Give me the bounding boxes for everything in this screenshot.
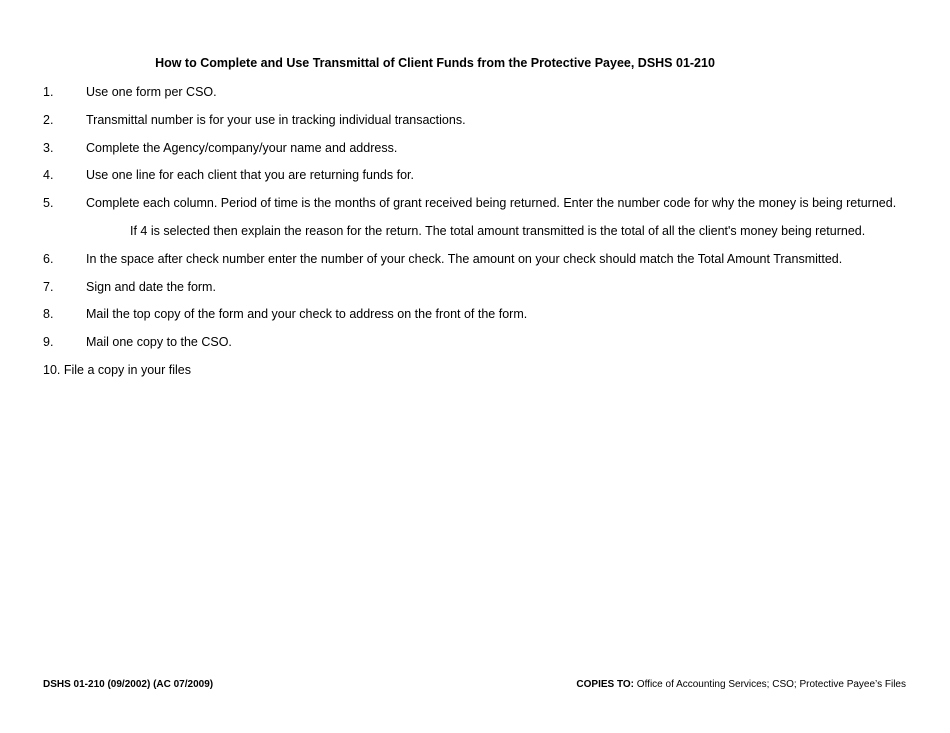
item-number: 5. <box>43 196 54 210</box>
item-number: 3. <box>43 141 54 155</box>
item-number: 7. <box>43 280 54 294</box>
item-text: Mail one copy to the CSO. <box>86 335 232 349</box>
list-item-8 <box>43 307 527 321</box>
item-text: Use one form per CSO. <box>86 85 217 99</box>
list-item-2 <box>43 113 466 127</box>
list-item-4 <box>43 168 414 182</box>
form-id: DSHS 01-210 (09/2002) (AC 07/2009) <box>43 679 214 690</box>
copies-to-value: Office of Accounting Services; CSO; Protective Payee’s Files <box>636 679 906 690</box>
item-number: 2. <box>43 113 54 127</box>
list-item-7 <box>43 280 216 294</box>
item-text: Mail the top copy of the form and your check to address on the front of the form. <box>86 307 528 321</box>
list-item-10: 10. File a copy in your files <box>43 363 191 377</box>
page-title: How to Complete and Use Transmittal of Client Funds from the Protective Payee, DSHS 01-210 <box>155 56 715 70</box>
item-text: In the space after check number enter the number of your check. The amount on your check should match the Total Amount Transmitted. <box>86 252 843 266</box>
item-text: Sign and date the form. <box>86 280 216 294</box>
list-item-9 <box>43 335 232 349</box>
list-item-3 <box>43 141 397 155</box>
list-item-1 <box>43 85 217 99</box>
list-item-6 <box>43 252 842 266</box>
copies-to <box>576 679 906 690</box>
item-text: Complete the Agency/company/your name and address. <box>86 141 398 155</box>
item-text: Use one line for each client that you are returning funds for. <box>86 168 414 182</box>
item-number: 6. <box>43 252 54 266</box>
copies-to-label: COPIES TO: <box>576 679 635 690</box>
item-text: Transmittal number is for your use in tracking individual transactions. <box>86 113 466 127</box>
list-item-5 <box>43 196 896 210</box>
item-number: 1. <box>43 85 54 99</box>
item-number: 8. <box>43 307 54 321</box>
item-text: Complete each column. Period of time is the months of grant received being returned. Enter the number code for why the money is being returned. <box>86 196 897 210</box>
item-number: 4. <box>43 168 54 182</box>
item-number: 9. <box>43 335 54 349</box>
list-item-5-continuation: If 4 is selected then explain the reason for the return. The total amount transmitted is the total of all the client's money being returned. <box>130 224 866 238</box>
